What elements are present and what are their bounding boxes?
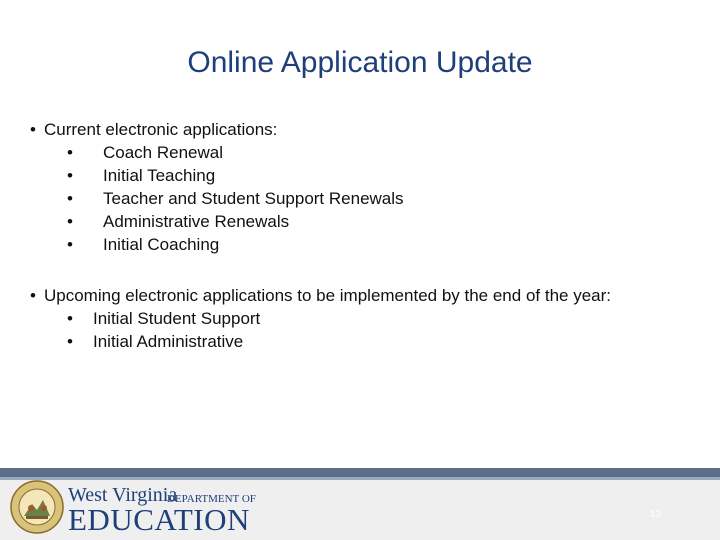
bullet: • xyxy=(30,120,36,139)
list-item-text: Initial Coaching xyxy=(103,235,220,254)
list-item-text: Coach Renewal xyxy=(103,143,224,162)
list-item-text: Teacher and Student Support Renewals xyxy=(103,189,404,208)
bullet: • xyxy=(67,166,73,185)
slide-title: Online Application Update xyxy=(187,46,533,79)
section-heading: Current electronic applications: xyxy=(44,120,278,139)
bullet: • xyxy=(67,189,73,208)
bullet: • xyxy=(67,212,73,231)
list-item-text: Initial Administrative xyxy=(93,332,244,351)
bullet: • xyxy=(30,286,36,305)
list-item-text: Initial Student Support xyxy=(93,309,261,328)
section-heading: Upcoming electronic applications to be implemented by the end of the year: xyxy=(44,286,611,305)
footer-bar xyxy=(0,468,720,477)
footer-bar-accent xyxy=(0,477,720,480)
logo-education: EDUCATION xyxy=(68,502,250,537)
bullet: • xyxy=(67,235,73,254)
bullet: • xyxy=(67,143,73,162)
logo-department: DEPARTMENT OF xyxy=(167,493,256,505)
list-item-text: Administrative Renewals xyxy=(103,212,290,231)
bullet: • xyxy=(67,309,73,328)
list-item-text: Initial Teaching xyxy=(103,166,216,185)
bullet: • xyxy=(67,332,73,351)
state-seal-icon xyxy=(10,480,64,534)
page-number: 13 xyxy=(650,509,662,520)
logo-state-name: West Virginia xyxy=(68,484,178,506)
